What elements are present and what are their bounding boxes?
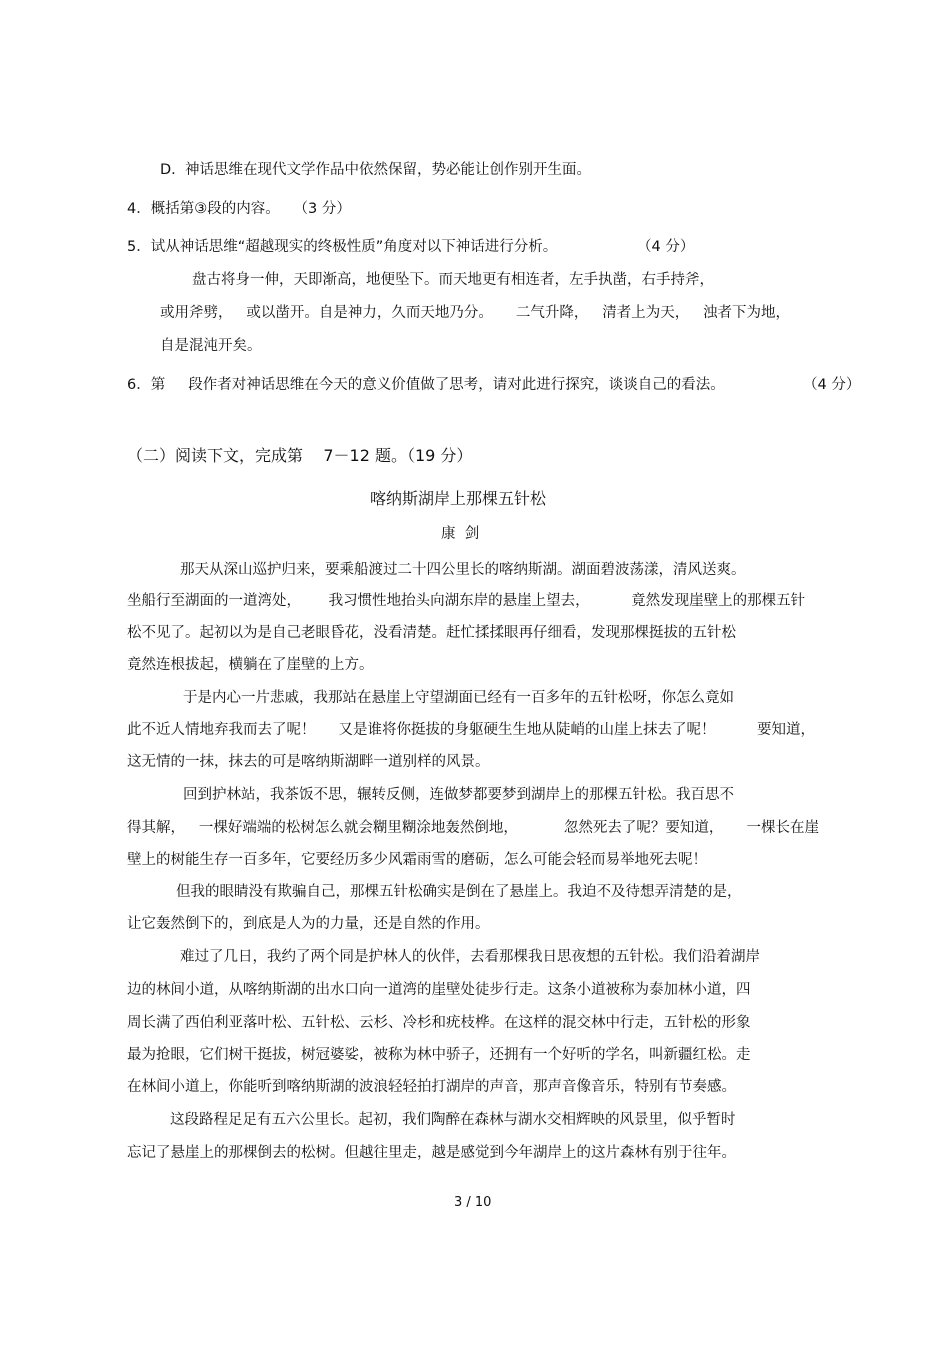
article-line: 竟然连根拔起，横躺在了崖壁的上方。: [127, 657, 374, 673]
page-number: 3 / 10: [454, 1195, 492, 1210]
article-line: 忘记了悬崖上的那棵倒去的松树。但越往里走，越是感觉到今年湖岸上的这片森林有别于往年。: [127, 1145, 736, 1161]
option-d: D. 神话思维在现代文学作品中依然保留，势必能让创作别开生面。: [160, 162, 591, 178]
article-line: 边的林间小道，从喀纳斯湖的出水口向一道湾的崖壁处徒步行走。这条小道被称为泰加林小道，四: [127, 982, 751, 998]
article-line: 周长满了西伯利亚落叶松、五针松、云杉、冷杉和疣枝桦。在这样的混交林中行走，五针松的形象: [127, 1015, 751, 1031]
article-line: 坐船行至湖面的一道湾处， 我习惯性地抬头向湖东岸的悬崖上望去， 竟然发现崖壁上的那棵五针: [127, 593, 806, 609]
q5-quote-line-3: 自是混沌开矣。: [160, 338, 262, 354]
article-line: 这无情的一抹，抹去的可是喀纳斯湖畔一道别样的风景。: [127, 754, 490, 770]
article-line: 难过了几日，我约了两个同是护林人的伙伴，去看那棵我日思夜想的五针松。我们沿着湖岸: [180, 949, 760, 965]
article-line: 松不见了。起初以为是自己老眼昏花，没看清楚。赶忙揉揉眼再仔细看，发现那棵挺拔的五针松: [127, 625, 736, 641]
question-6: 6．第 段作者对神话思维在今天的意义价值做了思考，请对此进行探究，谈谈自己的看法。: [127, 377, 725, 393]
question-5: 5．试从神话思维“超越现实的终极性质”角度对以下神话进行分析。: [127, 239, 558, 255]
question-4: 4．概括第③段的内容。 （3 分）: [127, 201, 351, 217]
question-6-score: （4 分）: [803, 377, 861, 393]
article-line: 于是内心一片悲戚，我那站在悬崖上守望湖面已经有一百多年的五针松呀，你怎么竟如: [183, 690, 734, 706]
article-line: 得其解， 一棵好端端的松树怎么就会糊里糊涂地轰然倒地， 忽然死去了呢？要知道， 一棵长在崖: [127, 820, 819, 836]
article-line: 在林间小道上，你能听到喀纳斯湖的波浪轻轻拍打湖岸的声音，那声音像音乐，特别有节奏感。: [127, 1079, 736, 1095]
q5-quote-line-2: 或用斧劈， 或以凿开。自是神力，久而天地乃分。 二气升降， 清者上为天， 浊者下为地，: [160, 305, 791, 321]
question-5-score: （4 分）: [637, 239, 695, 255]
article-line: 最为抢眼，它们树干挺拔，树冠婆娑，被称为林中骄子，还拥有一个好听的学名，叫新疆红松。走: [127, 1047, 751, 1063]
article-line: 此不近人情地弃我而去了呢！ 又是谁将你挺拔的身躯硬生生地从陡峭的山崖上抹去了呢！ 要知道，: [127, 722, 816, 738]
article-line: 这段路程足足有五六公里长。起初，我们陶醉在森林与湖水交相辉映的风景里，似乎暂时: [170, 1112, 736, 1128]
article-author: 康 剑: [441, 526, 480, 542]
article-title: 喀纳斯湖岸上那棵五针松: [370, 489, 547, 508]
article-line: 那天从深山巡护归来，要乘船渡过二十四公里长的喀纳斯湖。湖面碧波荡漾，清风送爽。: [180, 562, 746, 578]
article-line: 但我的眼睛没有欺骗自己，那棵五针松确实是倒在了悬崖上。我迫不及待想弄清楚的是，: [176, 884, 742, 900]
article-line: 让它轰然倒下的，到底是人为的力量，还是自然的作用。: [127, 916, 490, 932]
article-line: 壁上的树能生存一百多年，它要经历多少风霜雨雪的磨砺，怎么可能会轻而易举地死去呢！: [127, 852, 707, 868]
section-heading: （二）阅读下文，完成第 7－12 题。（19 分）: [127, 446, 473, 465]
q5-quote-line-1: 盘古将身一伸，天即渐高，地便坠下。而天地更有相连者，左手执凿，右手持斧，: [192, 272, 714, 288]
article-line: 回到护林站，我茶饭不思，辗转反侧，连做梦都要梦到湖岸上的那棵五针松。我百思不: [183, 787, 734, 803]
